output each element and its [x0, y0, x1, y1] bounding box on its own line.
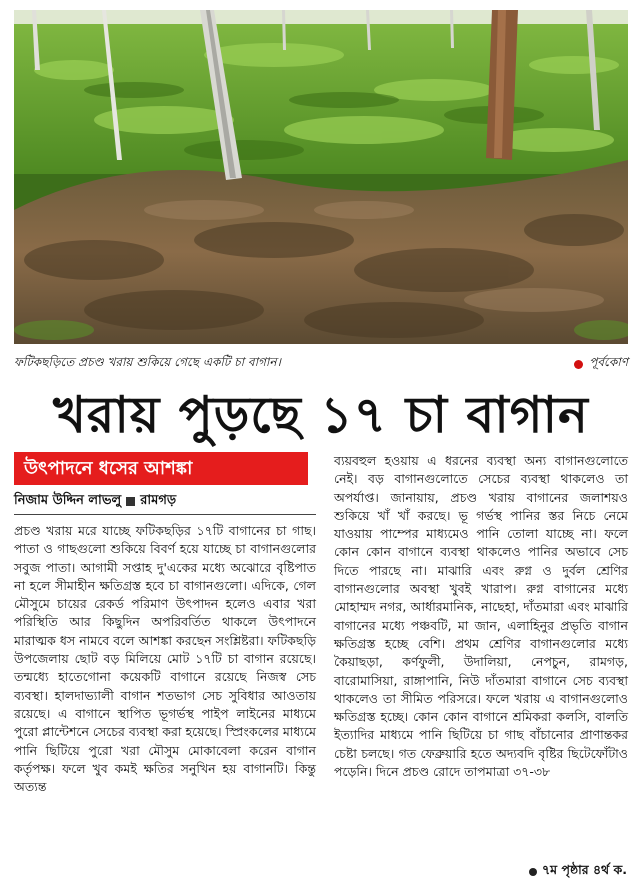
continued-text: ৭ম পৃষ্ঠার ৪র্থ ক. — [542, 862, 627, 877]
continued-note — [529, 862, 627, 882]
square-bullet-icon — [126, 497, 135, 506]
photo-credit-text: পূর্বকোণ — [589, 355, 628, 369]
column-1-text: প্রচণ্ড খরায় মরে যাচ্ছে ফটিকছড়ির ১৭টি বাগানের চা গাছ। পাতা ও গাছগুলো শুকিয়ে বিবর্ণ হয়ে যাচ্ছে চা বাগানগুলোর সবুজ পাতা। আগামী সপ্তাহ দু'একের মধ্যে অঝোরে বৃষ্টিপাত না হলে সীমাহীন ক্ষতিগ্রস্ত হবে চা বাগানগুলো। এদিকে, গেল মৌসুমে চায়ের রেকর্ড পরিমাণ উৎপাদন হলেও এবার খরা পরিস্থিতি আর কিছুদিন অপরিবর্তিত থাকলে উৎপাদনে মারাত্মক ধস নামবে বলে আশঙ্কা করছেন সংশ্লিষ্টরা। ফটিকছড়ি উপজেলায় ছোট বড় মিলিয়ে মোট ১৭টি চা বাগান রয়েছে। তন্মধ্যে হাতেগোনা কয়েকটি বাগানে রয়েছে নিজস্ব সেচ ব্যবস্থা। হালদাভ্যালী বাগান শতভাগ সেচ সুবিধার আওতায় রয়েছে। এ বাগানে স্থাপিত ভূগর্ভস্থ পাইপ লাইনের মাধ্যমে পুরো প্লান্টেশনে সেচের ব্যবস্থা করা হয়েছে। স্প্রিংকলের মাধ্যমে পানি ছিটিয়ে পুরো খরা মৌসুম মোকাবেলা করেন বাগান কর্তৃপক্ষ। ফলে খুব কমই ক্ষতির সনুখিন হয় বাগানটি। কিন্তু অত্যন্ত — [14, 523, 316, 795]
photo-credit — [574, 354, 628, 374]
bullet-icon — [529, 868, 537, 876]
photo-caption: ফটিকছড়িতে প্রচণ্ড খরায় শুকিয়ে গেছে একটি চা বাগান। — [14, 355, 281, 369]
byline-name: নিজাম উদ্দিন লাভলু — [14, 493, 122, 508]
article-column-2 — [334, 452, 628, 856]
headline: খরায় পুড়ছে ১৭ চা বাগান — [53, 386, 589, 444]
byline-place: রামগড় — [140, 493, 177, 508]
byline-divider — [14, 514, 316, 515]
column-2-text: ব্যয়বহুল হওয়ায় এ ধরনের ব্যবস্থা অন্য বাগানগুলোতে নেই। বড় বাগানগুলোতে সেচের ব্যবস্থা থাকলেও তা অপর্যাপ্ত। জানায়ায়, প্রচণ্ড খরায় বাগানের জলাশয়ও শুকিয়ে খাঁ খাঁ করছে। ভূ গর্ভস্থ পানির স্তর নিচে নেমে যাওয়ায় পাম্পের মাধ্যমেও পানি তোলা যাচ্ছে না। ফলে কোন কোন বাগানে ব্যবস্থা থাকলেও পানির অভাবে সেচ দিতে পারছে না। মাঝারি এবং রুগ্ন ও দুর্বল শ্রেণির বাগানগুলোর অবস্থা খুবই খারাপ। রুগ্ন বাগানের মধ্যে মোহাম্মদ নগর, আর্ধারমানিক, নাছেহা, দাঁতমারা এবং মাঝারি বাগানের মধ্যে পঞ্চবটি, মা জান, এলাহিনুর প্রভৃতি বাগান ক্ষতিগ্রস্ত হচ্ছে বেশি। প্রথম শ্রেণির বাগানগুলোর মধ্যে কৈয়াছড়া, কর্ণফুলী, উদালিয়া, নেপচুন, রামগড়, বারোমাসিয়া, রাঙ্গাপানি, নিউ দাঁতমারা বাগানে সেচ ব্যবস্থা থাকলেও তা সীমিত পরিসরে। ফলে খরায় এ বাগানগুলোও ক্ষতিগ্রস্ত হচ্ছে। কোন কোন বাগানে শ্রমিকরা কলসি, বালতি ইত্যাদির মাধ্যমে পানি ছিটিয়ে চা গাছ বাঁচানোর প্রাণান্তকর চেষ্টা চলছে। গত ফেব্রুয়ারি হতে অদ্যবদি বৃষ্টির ছিটেফোঁটাও পড়েনি। দিনে প্রচণ্ড রোদে তাপমাত্রা ৩৭-৩৮ — [334, 453, 628, 780]
subheadline: উৎপাদনে ধসের আশঙ্কা — [14, 452, 308, 485]
red-bullet-icon — [574, 360, 583, 369]
photo-caption-row — [14, 354, 628, 374]
tea-garden-photo — [14, 10, 628, 344]
article-column-1 — [14, 522, 316, 874]
byline — [14, 491, 314, 512]
